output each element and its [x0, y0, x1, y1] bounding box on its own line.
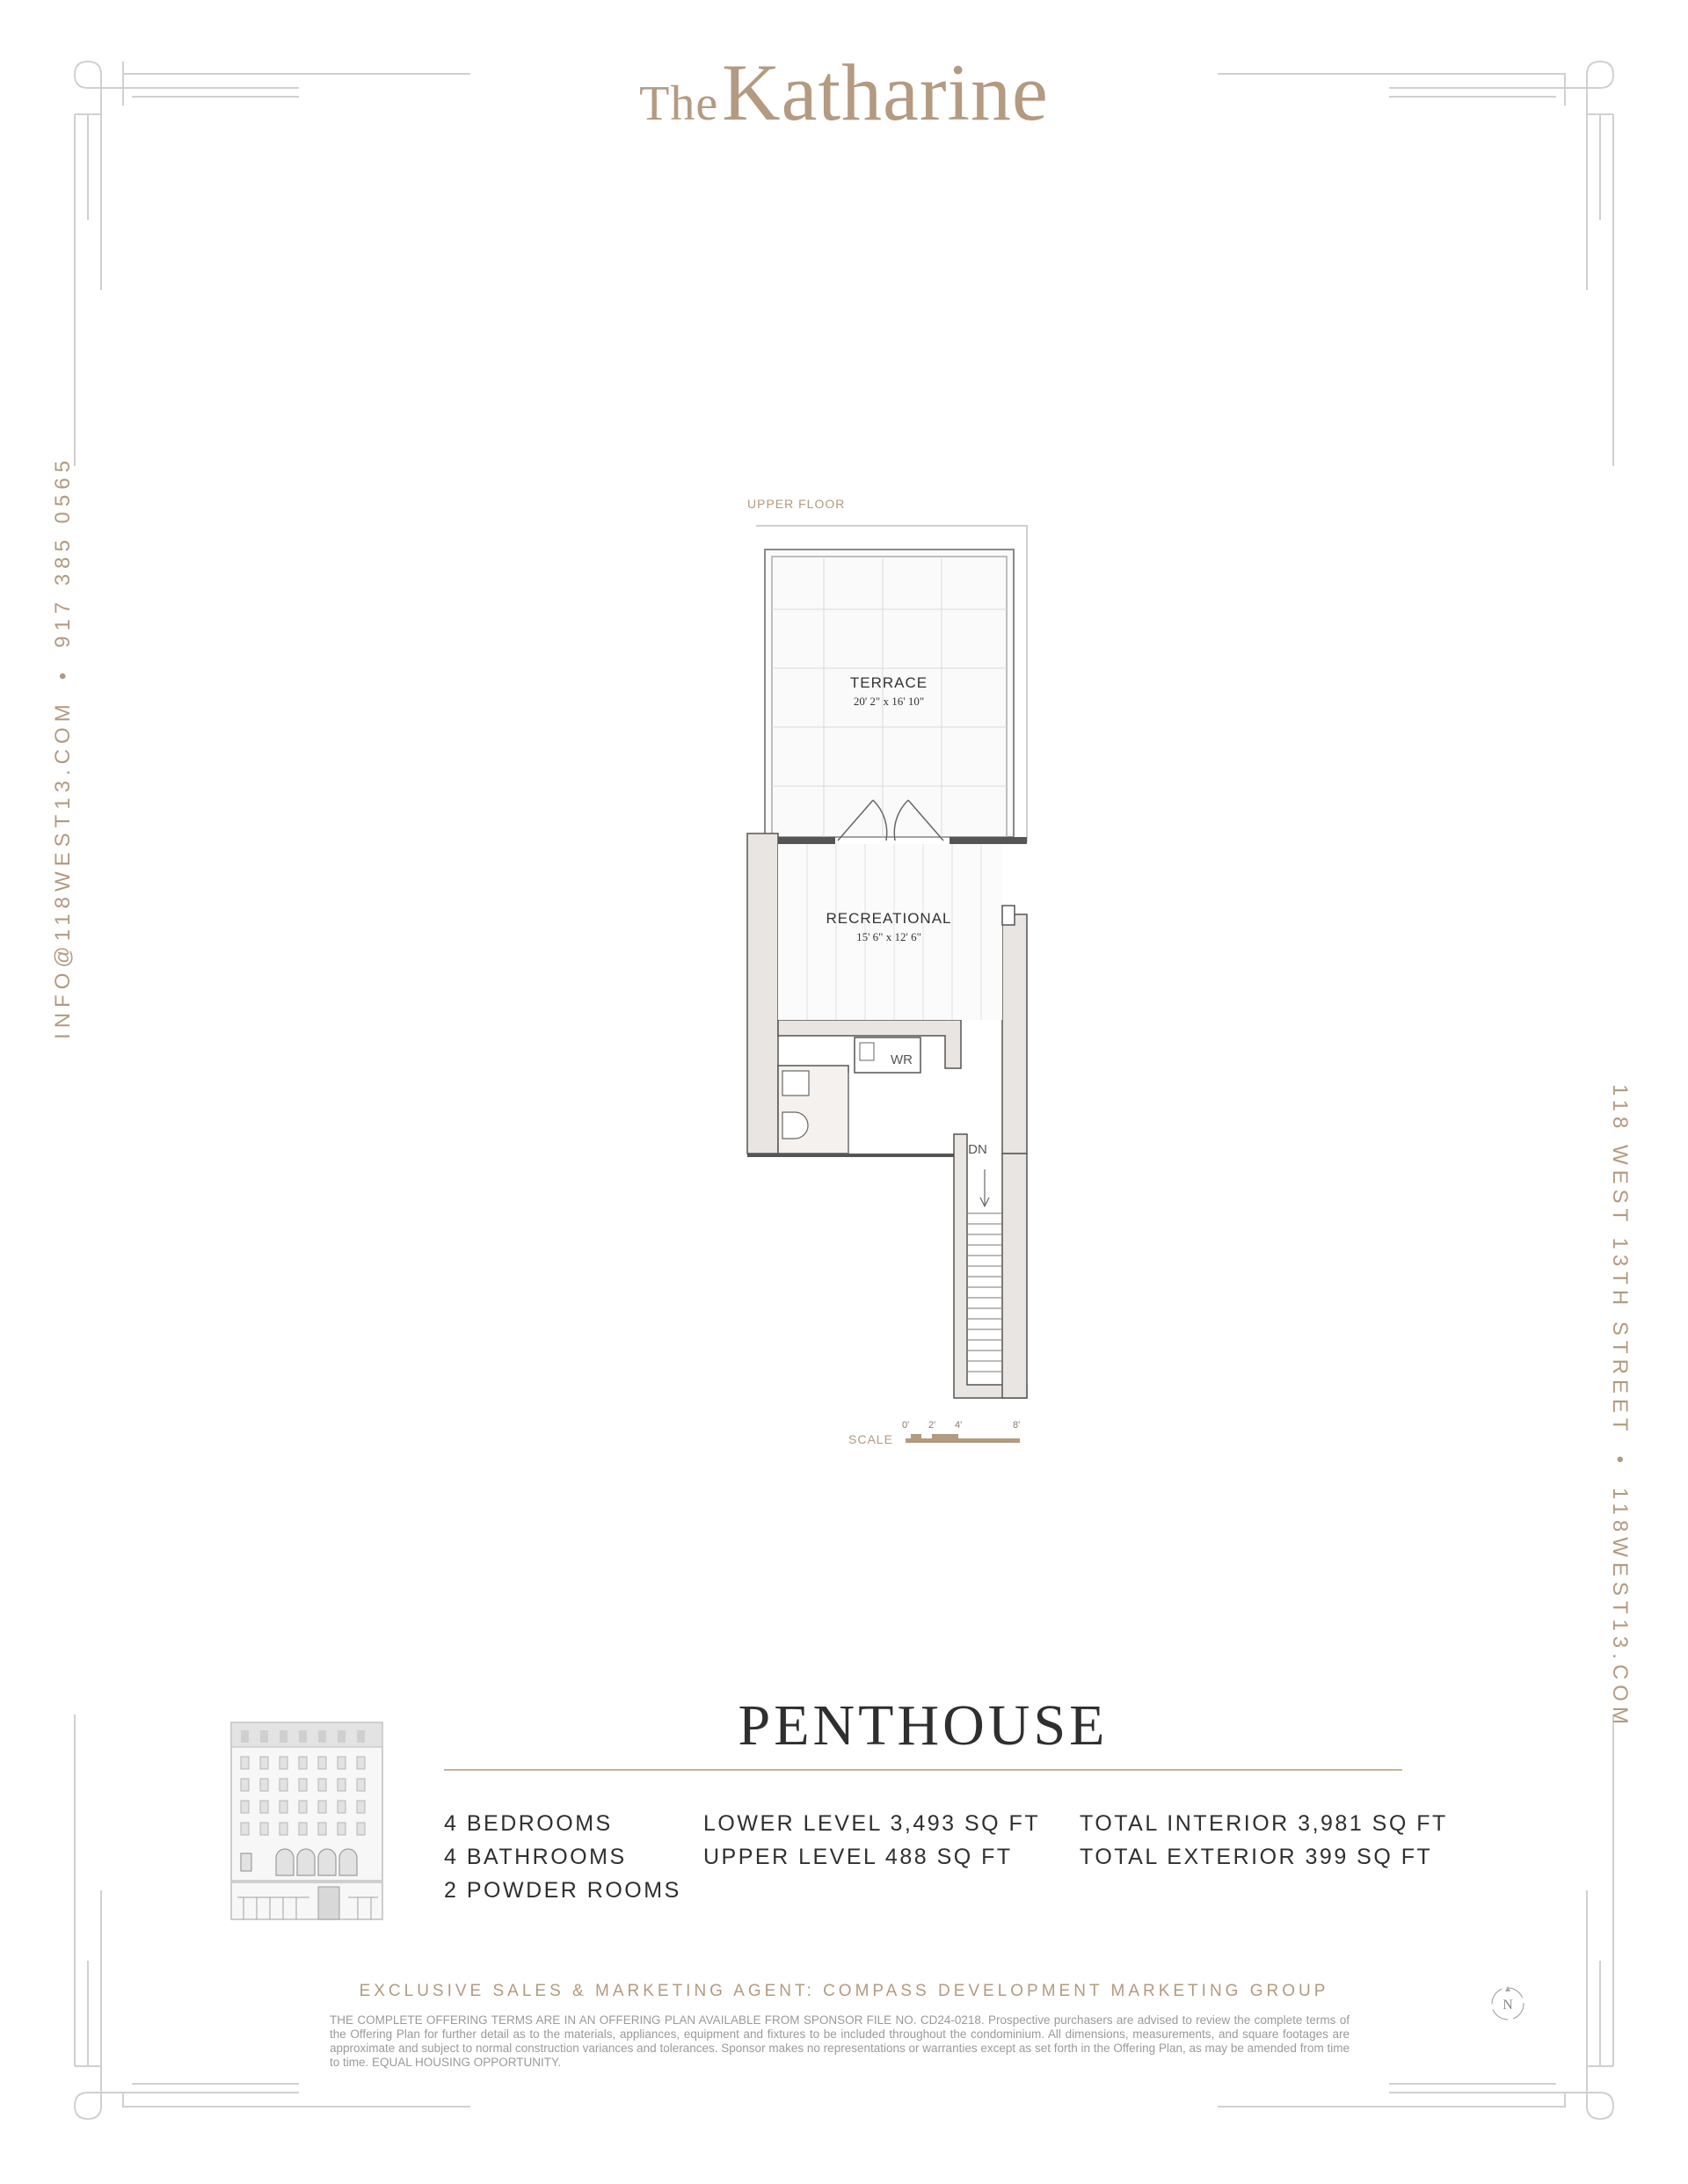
scale-tick: 0' [902, 1420, 910, 1431]
spec-column-totals [1080, 1807, 1448, 1874]
title-divider [444, 1769, 1402, 1771]
scale-bar [848, 1420, 1020, 1446]
room-dimensions: 20' 2" x 16' 10" [853, 695, 925, 708]
room-dimensions: 15' 6" x 12' 6" [856, 930, 921, 943]
separator-dot: • [51, 666, 75, 681]
contact-email: INFO@118WEST13.COM [51, 699, 75, 1039]
spec-powder-rooms: 2 POWDER ROOMS [444, 1878, 681, 1903]
scale-label: SCALE [848, 1432, 893, 1446]
scale-tick: 2' [928, 1420, 936, 1431]
spec-lower-level: LOWER LEVEL 3,493 SQ FT [703, 1811, 1041, 1836]
building-thumbnail [230, 1722, 383, 1920]
scale-tick: 8' [1013, 1420, 1021, 1431]
contact-phone: 917 385 0565 [51, 455, 75, 648]
sales-agent: EXCLUSIVE SALES & MARKETING AGENT: COMPASS DEVELOPMENT MARKETING GROUP [359, 1982, 1329, 2000]
terrace-area [765, 550, 1014, 837]
unit-title: PENTHOUSE [738, 1693, 1109, 1758]
brand-the: The [639, 76, 719, 131]
spec-bedrooms: 4 BEDROOMS [444, 1811, 613, 1836]
brand-name: Katharine [722, 47, 1049, 137]
north-compass-icon [1488, 1984, 1527, 2023]
room-name: TERRACE [849, 674, 928, 691]
room-name: RECREATIONAL [826, 910, 952, 927]
compass-letter: N [1502, 1998, 1513, 2013]
legal-disclaimer: THE COMPLETE OFFERING TERMS ARE IN AN OFFERING PLAN AVAILABLE FROM SPONSOR FILE NO. CD24-0218. Prospective purchasers are advised to review the complete terms of the Offering Plan for further detail as to the materials, appliances, equipment and fixtures to be included throughout the condominium. All dimensions, measurements, and square footages are approximate and subject to normal construction variances and tolerances. Sponsor makes no representations or warranties except as set forth in the Offering Plan, as may be amended from time to time. EQUAL HOUSING OPPORTUNITY. [330, 2013, 1350, 2069]
spec-column-rooms [444, 1807, 681, 1907]
spec-upper-level: UPPER LEVEL 488 SQ FT [703, 1845, 1013, 1869]
spec-bathrooms: 4 BATHROOMS [444, 1845, 627, 1869]
down-label: DN [968, 1142, 987, 1157]
spec-column-levels [703, 1807, 1040, 1874]
wr-label: WR [891, 1052, 913, 1067]
spec-total-exterior: TOTAL EXTERIOR 399 SQ FT [1080, 1845, 1433, 1869]
website: 118WEST13.COM [1608, 1487, 1632, 1729]
floor-label: UPPER FLOOR [747, 497, 846, 511]
separator-dot: • [1608, 1455, 1632, 1468]
address: 118 WEST 13TH STREET [1608, 1084, 1632, 1437]
spec-total-interior: TOTAL INTERIOR 3,981 SQ FT [1080, 1811, 1448, 1836]
scale-tick: 4' [955, 1420, 963, 1431]
